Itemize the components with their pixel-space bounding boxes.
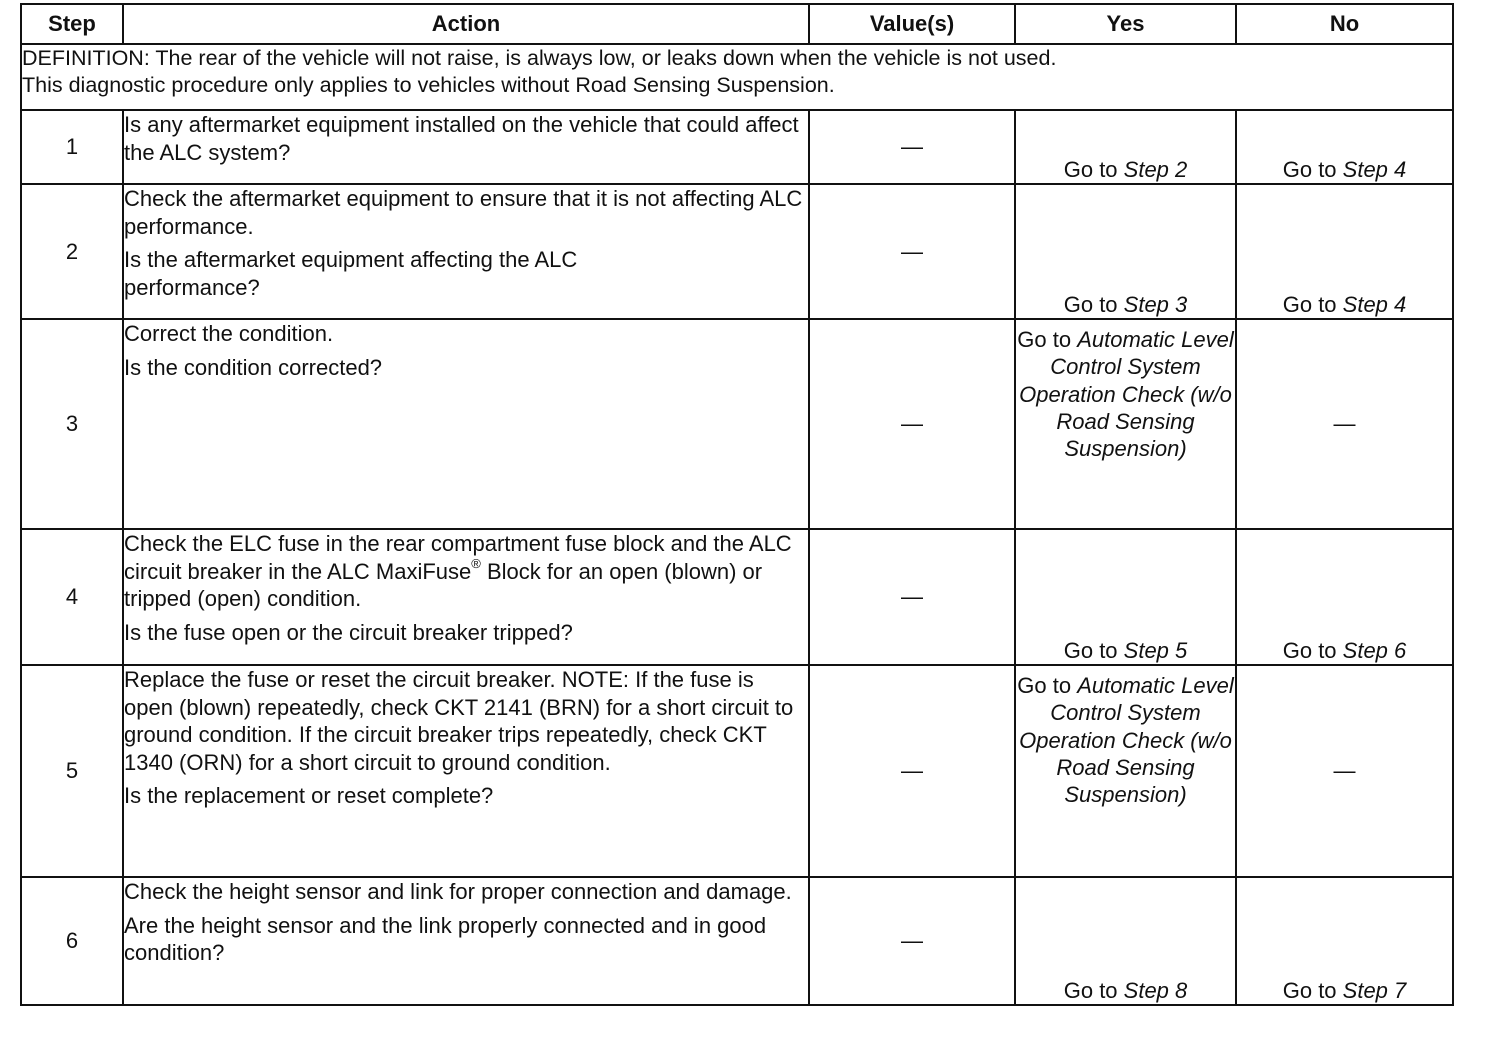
no-cell [1236,110,1453,184]
action-question: Is the fuse open or the circuit breaker tripped? [124,619,573,645]
step-number: 5 [21,665,123,877]
yes-prefix: Go to [1063,291,1124,317]
definition-row [21,44,1453,110]
yes-prefix: Go to [1063,156,1124,182]
definition-line-2: This diagnostic procedure only applies to vehicles without Road Sensing Suspension. [22,73,835,97]
value-cell: — [809,529,1015,665]
action-cell [123,665,809,877]
yes-link[interactable]: Step 2 [1123,156,1188,182]
no-cell [1236,184,1453,319]
action-text: Replace the fuse or reset the circuit breaker. NOTE: If the fuse is open (blown) repeatedly, check CKT 2141 (BRN) for a short circuit to ground condition. If the circuit breaker trips repeatedly, check CKT 1340 (ORN) for a short circuit to ground condition. [124,667,794,775]
no-link[interactable]: Step 7 [1342,977,1407,1003]
action-text: Check the height sensor and link for proper connection and damage. [124,879,792,904]
step-number: 2 [21,184,123,319]
action-cell [123,877,809,1005]
no-prefix: Go to [1282,156,1343,182]
no-link[interactable]: Step 6 [1342,637,1407,663]
table-row [21,529,1453,665]
action-text [124,530,808,613]
yes-cell [1015,529,1236,665]
action-question: Is the condition corrected? [124,354,383,380]
no-cell [1236,529,1453,665]
step-number: 6 [21,877,123,1005]
action-cell [123,184,809,319]
table-row [21,665,1453,877]
header-step: Step [21,4,123,44]
action-cell [123,110,809,184]
table-row [21,877,1453,1005]
no-link[interactable]: Step 4 [1342,291,1407,317]
yes-prefix: Go to [1063,977,1124,1003]
value-cell: — [809,110,1015,184]
value-cell: — [809,877,1015,1005]
yes-cell [1015,877,1236,1005]
header-yes: Yes [1015,4,1236,44]
action-text: Check the aftermarket equipment to ensure that it is not affecting ALC performance. [124,186,803,239]
diagnostic-table [20,3,1454,1006]
yes-prefix: Go to [1063,637,1124,663]
header-action: Action [123,4,809,44]
step-number: 1 [21,110,123,184]
yes-link[interactable]: Automatic Level Control System Operation Check (w/o Road Sensing Suspension) [1019,327,1234,462]
table-row [21,110,1453,184]
yes-prefix: Go to [1017,327,1078,352]
no-prefix: Go to [1282,977,1343,1003]
table-row [21,319,1453,529]
no-prefix: Go to [1282,291,1343,317]
yes-link[interactable]: Step 5 [1123,637,1188,663]
value-cell: — [809,184,1015,319]
action-cell [123,319,809,529]
yes-cell [1015,665,1236,877]
definition-line-1: DEFINITION: The rear of the vehicle will not raise, is always low, or leaks down when the vehicle is not used. [22,46,1057,70]
no-cell: — [1236,665,1453,877]
yes-link[interactable]: Step 8 [1123,977,1188,1003]
header-no: No [1236,4,1453,44]
yes-prefix: Go to [1017,673,1078,698]
no-cell [1236,877,1453,1005]
header-row [21,4,1453,44]
no-link[interactable]: Step 4 [1342,156,1407,182]
yes-link[interactable]: Step 3 [1123,291,1188,317]
action-text-part: Check the ELC fuse in the rear compartment fuse block and the ALC circuit breaker in the ALC MaxiFuse [124,531,792,584]
no-cell: — [1236,319,1453,529]
yes-cell [1015,184,1236,319]
step-number: 4 [21,529,123,665]
yes-cell [1015,110,1236,184]
yes-cell [1015,319,1236,529]
action-text: Is any aftermarket equipment installed on the vehicle that could affect the ALC system? [124,112,799,165]
no-prefix: Go to [1282,637,1343,663]
header-values: Value(s) [809,4,1015,44]
action-text: Correct the condition. [124,321,334,346]
action-cell [123,529,809,665]
table-row [21,184,1453,319]
definition-cell [21,44,1453,110]
action-question: Is the aftermarket equipment affecting the ALC performance? [124,247,578,300]
value-cell: — [809,665,1015,877]
yes-link[interactable]: Automatic Level Control System Operation Check (w/o Road Sensing Suspension) [1019,673,1234,808]
action-question: Are the height sensor and the link properly connected and in good condition? [124,912,767,965]
value-cell: — [809,319,1015,529]
action-question: Is the replacement or reset complete? [124,783,494,808]
step-number: 3 [21,319,123,529]
action-text-part: Block for an open (blown) or tripped (open) condition. [124,558,763,611]
registered-mark: ® [471,555,481,571]
